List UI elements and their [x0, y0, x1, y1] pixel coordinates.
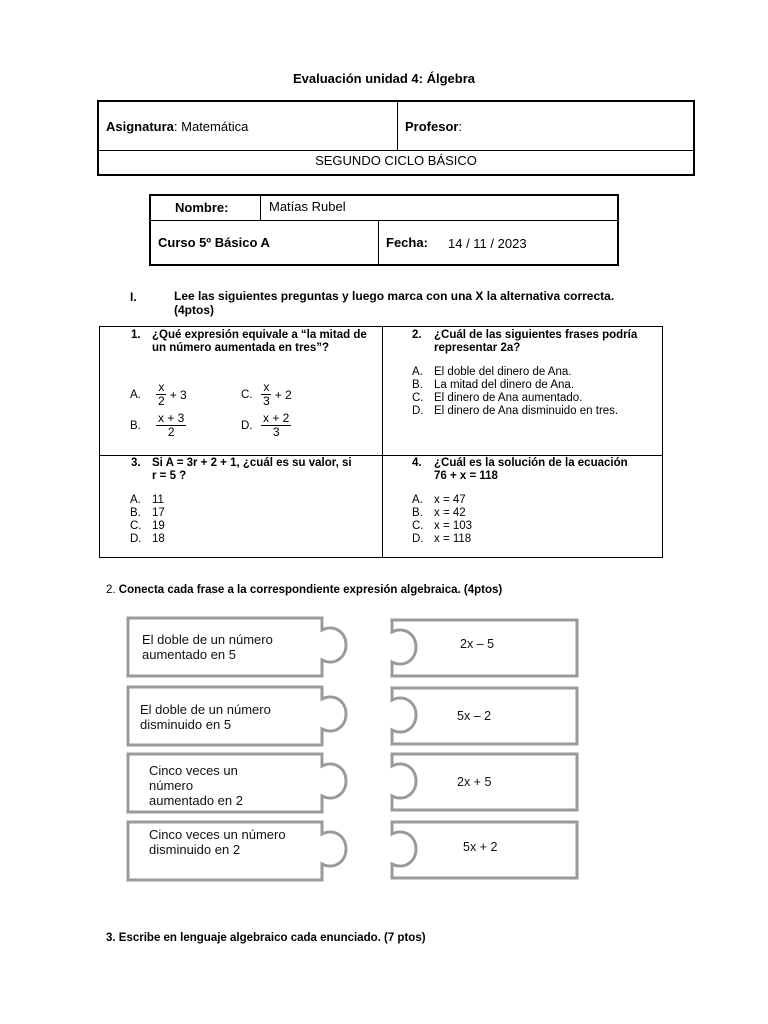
section2-number: 2. — [106, 584, 119, 596]
phrase-4 — [149, 827, 286, 857]
section1-number: I. — [130, 290, 137, 304]
q4-option-d-letter: D. — [412, 533, 424, 545]
expression-3: 2x + 5 — [457, 775, 492, 789]
phrase-2-line-1: El doble de un número — [140, 702, 271, 717]
q4-option-c-text: x = 103 — [434, 520, 473, 532]
q3-option-d-text: 18 — [152, 533, 165, 545]
phrase-3-line-1: Cinco veces un — [149, 763, 238, 778]
q2-option-d-text: El dinero de Ana disminuido en tres. — [434, 405, 619, 417]
phrase-4-line-1: Cinco veces un número — [149, 827, 286, 842]
q3-option-a-text: 11 — [152, 494, 164, 506]
q4-option-d-text: x = 118 — [434, 533, 472, 545]
q1-option-c-den: 3 — [263, 394, 270, 408]
q1-option-b-den: 2 — [167, 425, 175, 439]
q1-option-d-letter: D. — [241, 419, 253, 432]
q1-option-c-num: x — [263, 380, 270, 394]
q4-option-b-text: x = 42 — [434, 507, 466, 519]
q3-number: 3. — [131, 457, 141, 469]
date-label: Fecha: — [386, 235, 428, 250]
name-field[interactable]: Matías Rubel — [269, 199, 346, 214]
q2-option-b-text: La mitad del dinero de Ana. — [434, 379, 575, 391]
q1-option-d-num: x + 2 — [263, 411, 290, 425]
q3-option-b-letter: B. — [130, 507, 141, 519]
phrase-1-line-2: aumentado en 5 — [142, 647, 236, 662]
section2-text: Conecta cada frase a la correspondiente expresión algebraica. (4ptos) — [118, 584, 503, 596]
date-field[interactable]: 14 / 11 / 2023 — [448, 236, 527, 251]
q4-option-a-letter: A. — [412, 494, 423, 506]
expression-2: 5x – 2 — [457, 709, 492, 723]
q1-option-a-rest: + 3 — [169, 387, 187, 402]
q2-option-d-letter: D. — [412, 405, 424, 417]
phrase-1-line-1: El doble de un número — [142, 632, 273, 647]
q4-option-a-text: x = 47 — [434, 494, 466, 506]
q1-number: 1. — [131, 329, 141, 341]
phrase-2-line-2: disminuido en 5 — [140, 717, 232, 732]
teacher-label: Profesor — [405, 119, 459, 134]
q4-option-b-letter: B. — [412, 507, 423, 519]
q4-number: 4. — [412, 457, 422, 469]
q1-option-a-num: x — [158, 380, 165, 394]
q1-option-a-letter: A. — [130, 388, 141, 401]
course-label: Curso 5º Básico A — [158, 235, 270, 250]
phrase-2 — [140, 702, 271, 732]
phrase-4-line-2: disminuido en 2 — [149, 842, 241, 857]
q1-option-a-den: 2 — [158, 394, 165, 408]
q1-option-d-den: 3 — [272, 425, 280, 439]
q1-text: ¿Qué expresión equivale a “la mitad de un número aumentada en tres”? — [152, 329, 367, 354]
q2-option-c-text: El dinero de Ana aumentado. — [434, 392, 583, 404]
page-title: Evaluación unidad 4: Álgebra — [292, 71, 476, 86]
subject-label: Asignatura — [106, 119, 174, 134]
q2-number: 2. — [412, 329, 422, 341]
q1-option-b-letter: B. — [130, 419, 141, 432]
q2-option-b-letter: B. — [412, 379, 423, 391]
q1-option-b-num: x + 3 — [158, 411, 185, 425]
q4-text: ¿Cuál es la solución de la ecuación 76 + x = 118 — [434, 457, 628, 482]
phrase-3-line-3: aumentado en 2 — [149, 793, 243, 808]
q3-text: Si A = 3r + 2 + 1, ¿cuál es su valor, si r = 5 ? — [152, 457, 352, 482]
q3-option-d-letter: D. — [130, 533, 142, 545]
section3-instruction: 3. Escribe en lenguaje algebraico cada enunciado. (7 ptos) — [106, 932, 426, 944]
phrase-1 — [142, 632, 273, 662]
q1-option-c-rest: + 2 — [274, 387, 292, 402]
phrase-3-line-2: número — [149, 778, 194, 793]
q2-option-a-letter: A. — [412, 366, 423, 378]
q3-option-c-text: 19 — [152, 520, 165, 532]
q4-option-c-letter: C. — [412, 520, 424, 532]
teacher-value: : — [458, 119, 463, 134]
q3-option-b-text: 17 — [152, 507, 165, 519]
phrase-3 — [149, 763, 243, 808]
q1-option-c-letter: C. — [241, 388, 253, 401]
expression-1: 2x – 5 — [460, 637, 495, 651]
q3-option-a-letter: A. — [130, 494, 141, 506]
q3-option-c-letter: C. — [130, 520, 142, 532]
q2-option-a-text: El doble del dinero de Ana. — [434, 366, 572, 378]
section1-instruction: Lee las siguientes preguntas y luego marca con una X la alternativa correcta. (4ptos) — [174, 289, 615, 317]
expression-4: 5x + 2 — [463, 840, 498, 854]
cycle-label: SEGUNDO CICLO BÁSICO — [315, 153, 477, 168]
q2-text: ¿Cuál de las siguientes frases podría representar 2a? — [434, 329, 638, 354]
name-label: Nombre: — [175, 200, 229, 215]
subject-value: : Matemática — [173, 119, 249, 134]
q2-option-c-letter: C. — [412, 392, 424, 404]
